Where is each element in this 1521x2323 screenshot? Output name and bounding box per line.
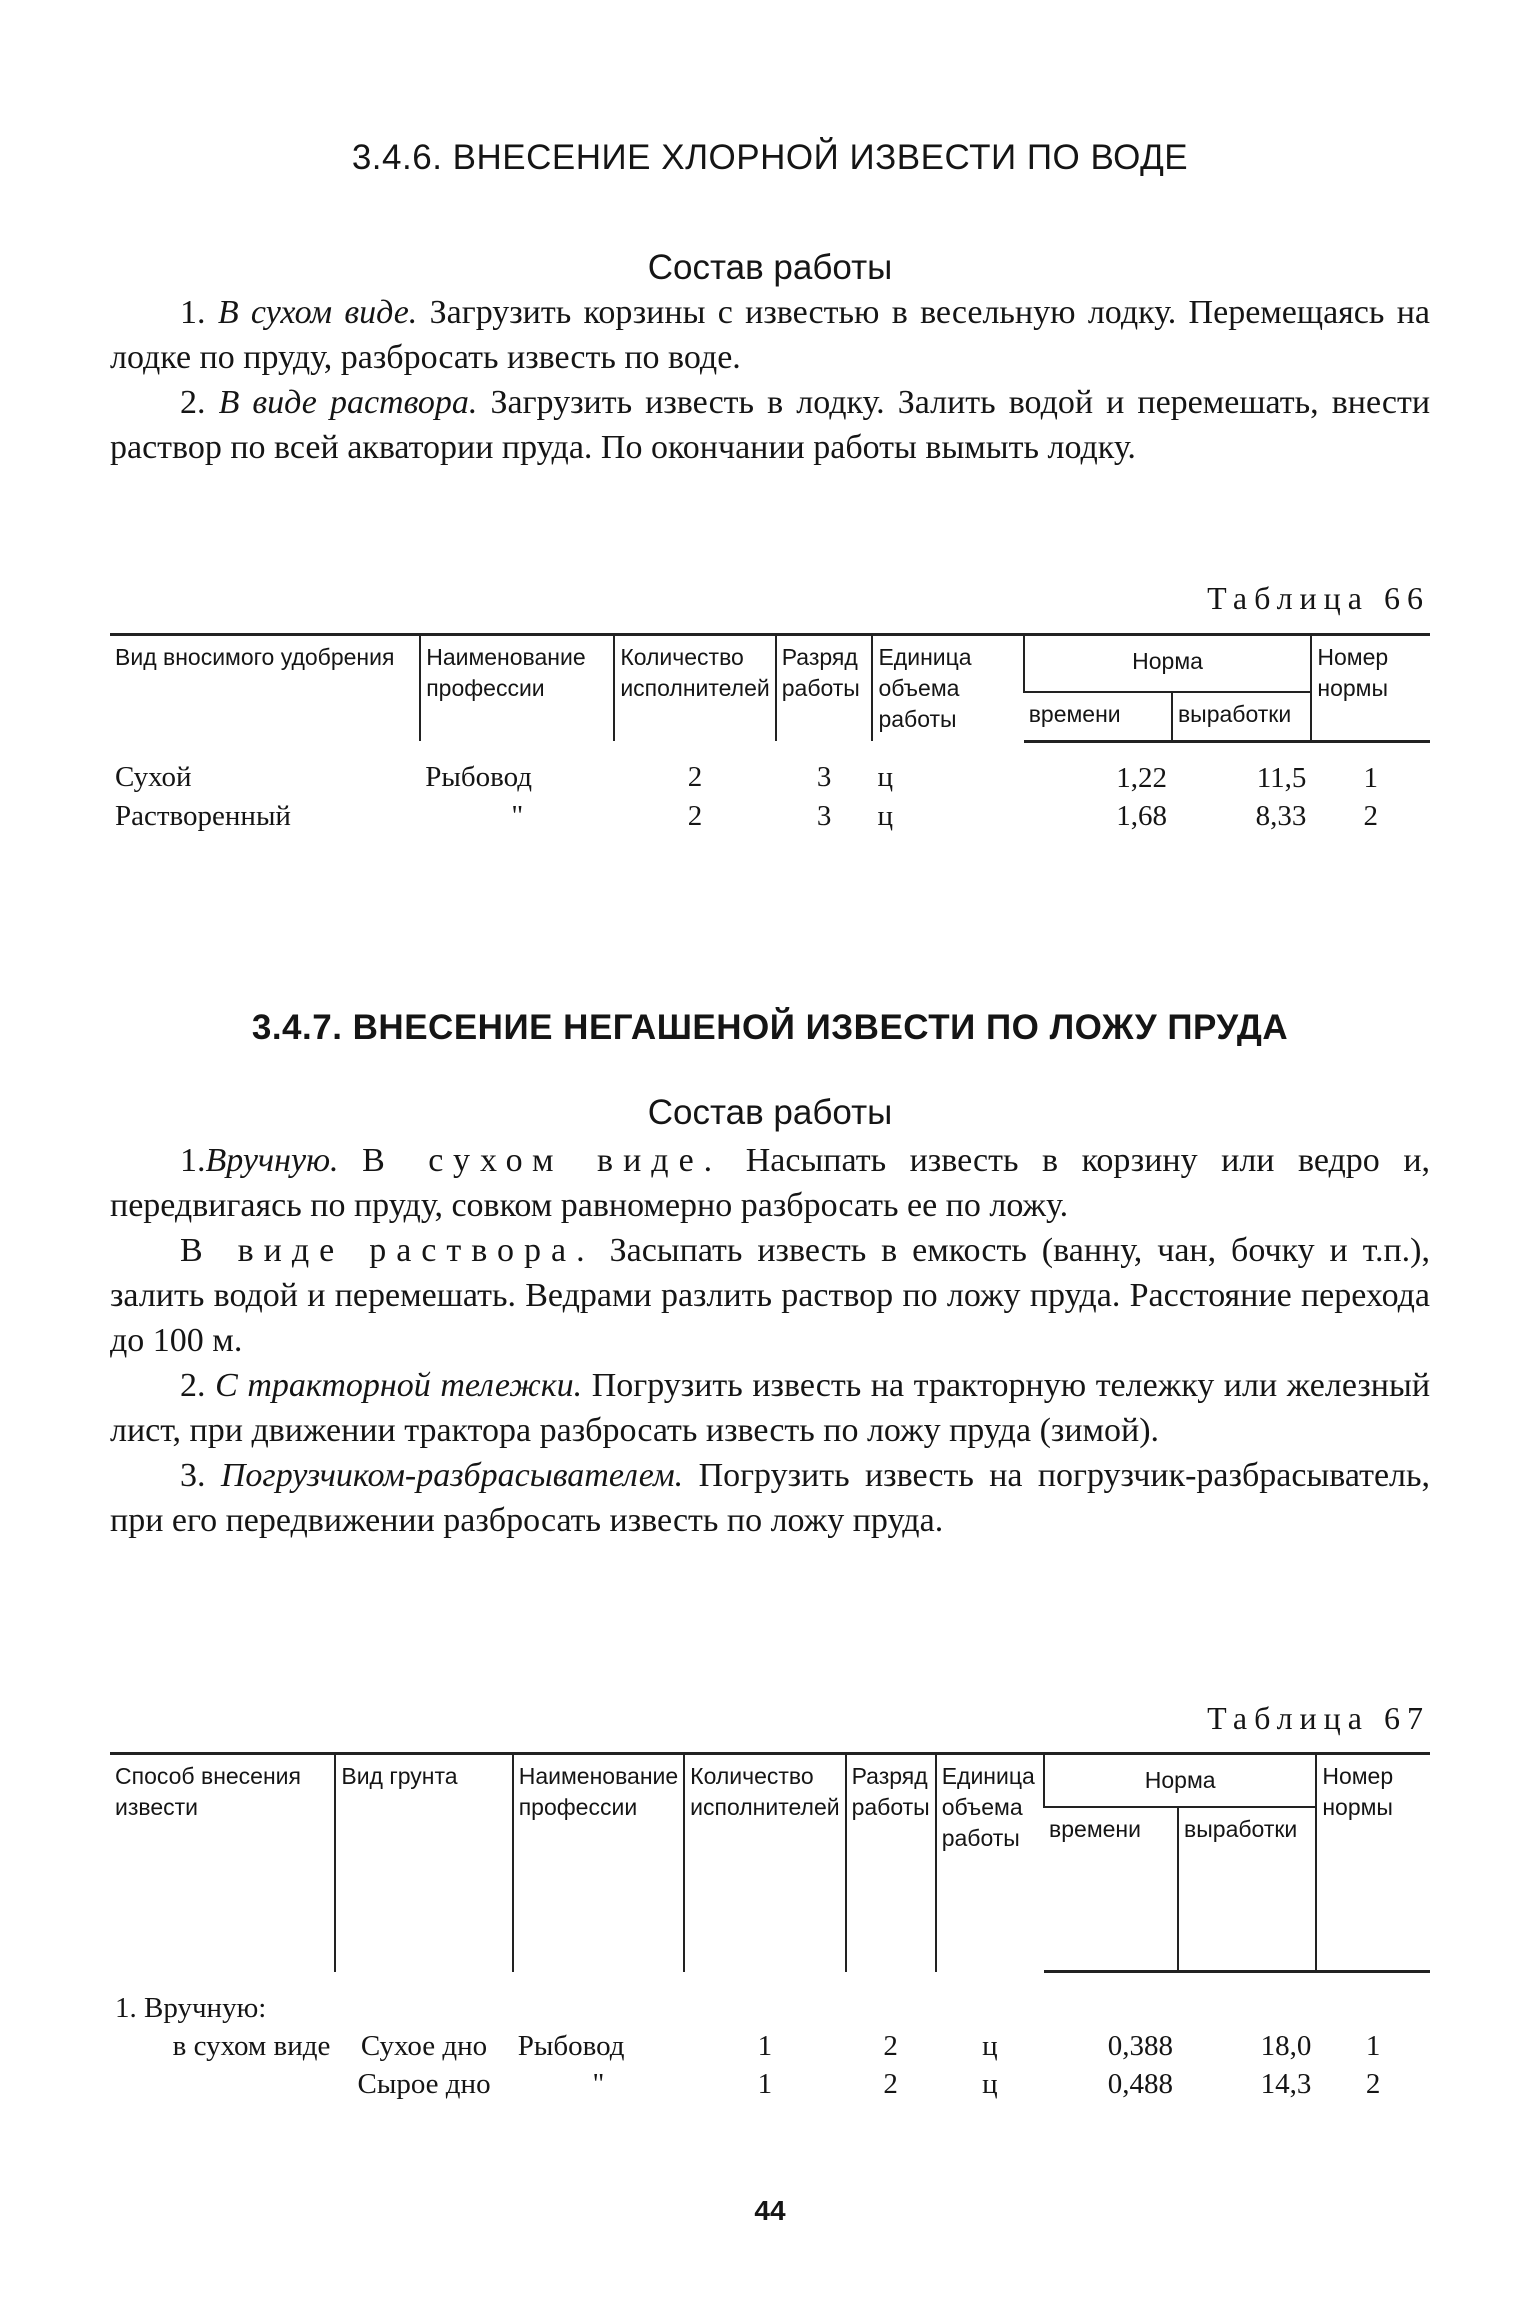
table-67-header-norm: Норма <box>1044 1754 1316 1808</box>
table-row <box>110 2027 1430 2065</box>
table-group-row <box>110 1972 1430 2028</box>
table-66-header-time: времени <box>1024 692 1172 741</box>
table-66-header-number: Номер нормы <box>1311 635 1430 742</box>
table-67-header-count: Количество исполнителей <box>684 1754 845 1972</box>
cell-method <box>110 2065 335 2103</box>
cell-output: 8,33 <box>1255 799 1307 832</box>
cell-number: 1 <box>1363 761 1378 794</box>
cell-type: Растворенный <box>115 799 291 832</box>
table-67-header-output: выработки <box>1178 1807 1316 1972</box>
table-66-header-profession: Наименование профессии <box>420 635 614 742</box>
cell-profession: Рыбовод <box>425 760 532 793</box>
table-66 <box>110 633 1430 835</box>
table-66-header-output: выработки <box>1172 692 1311 741</box>
cell-soil: Сырое дно <box>357 2068 491 2100</box>
table-66-header-norm: Норма <box>1024 635 1312 693</box>
cell-count: 1 <box>757 2030 773 2062</box>
group-label: 1. Вручную: <box>115 1992 267 2024</box>
cell-output: 18,0 <box>1260 2030 1312 2062</box>
cell-output: 14,3 <box>1260 2068 1312 2100</box>
cell-grade: 2 <box>883 2030 898 2062</box>
table-67-header-number: Номер нормы <box>1316 1754 1430 1972</box>
table-row <box>110 797 1430 835</box>
table-66-header-unit: Единица объема работы <box>872 635 1023 742</box>
section-3-4-7-work-title: Состав работы <box>647 1093 893 1132</box>
table-66-header-count: Количество исполнителей <box>614 635 775 742</box>
section-3-4-6-text <box>110 290 1430 470</box>
cell-number: 2 <box>1365 2068 1381 2100</box>
cell-unit: ц <box>982 2068 998 2100</box>
paragraph-item-2: 2. В виде раствора. Загрузить известь в лодку. Залить водой и перемешать, внести раствор по всей акватории пруда. По окончании работы вымыть лодку. <box>110 384 1431 466</box>
cell-profession: " <box>511 799 524 832</box>
paragraph-tractor: 2. С тракторной тележки. Погрузить известь на тракторную тележку или железный лист, при движении трактора разбросать известь по ложу пруда (зимой). <box>110 1367 1431 1449</box>
cell-grade: 2 <box>883 2068 898 2100</box>
paragraph-manual: 1.Вручную. В сухом виде. Насыпать известь в корзину или ведро и, передвигаясь по пруду, совком равномерно разбросать ее по ложу. <box>110 1142 1431 1224</box>
cell-unit: ц <box>877 760 893 793</box>
cell-method: в сухом виде <box>172 2030 331 2062</box>
cell-soil: Сухое дно <box>360 2030 488 2062</box>
table-67-header-grade: Разряд работы <box>846 1754 936 1972</box>
table-66-header-grade: Разряд работы <box>776 635 873 742</box>
paragraph-loader: 3. Погрузчиком-разбрасывателем. Погрузить известь на погрузчик-разбрасыватель, при его передвижении разбросать известь по ложу пруда. <box>110 1457 1431 1539</box>
table-67-caption: Таблица 67 <box>1207 1700 1430 1736</box>
cell-count: 2 <box>687 799 703 832</box>
cell-count: 2 <box>687 760 703 793</box>
cell-grade: 3 <box>816 799 832 832</box>
cell-type: Сухой <box>115 760 192 793</box>
section-3-4-6-title: 3.4.6. ВНЕСЕНИЕ ХЛОРНОЙ ИЗВЕСТИ ПО ВОДЕ <box>351 138 1189 177</box>
cell-time: 0,388 <box>1107 2030 1174 2062</box>
section-3-4-7-title: 3.4.7. ВНЕСЕНИЕ НЕГАШЕНОЙ ИЗВЕСТИ ПО ЛОЖУ ПРУДА <box>251 1008 1289 1047</box>
cell-profession: " <box>592 2068 605 2100</box>
table-66-caption: Таблица 66 <box>1207 580 1430 616</box>
cell-number: 2 <box>1363 799 1378 832</box>
table-67 <box>110 1752 1430 2103</box>
paragraph-item-1: 1. В сухом виде. Загрузить корзины с известью в весельную лодку. Перемещаясь на лодке по пруду, разбросать известь по воде. <box>110 294 1430 376</box>
section-3-4-7-text <box>110 1138 1430 1543</box>
table-67-header-time: времени <box>1044 1807 1178 1972</box>
table-67-header-method: Способ внесения извести <box>110 1754 335 1972</box>
section-3-4-6-work-title: Состав работы <box>647 248 893 287</box>
cell-output: 11,5 <box>1256 761 1307 794</box>
cell-number: 1 <box>1365 2030 1381 2062</box>
table-67-header-soil: Вид грунта <box>335 1754 512 1972</box>
paragraph-solution: В виде раствора. Засыпать известь в емкость (ванну, чан, бочку и т.п.), залить водой и перемешать. Ведрами разлить раствор по ложу пруда. Расстояние перехода до 100 м. <box>110 1232 1431 1359</box>
table-row <box>110 2065 1430 2103</box>
cell-unit: ц <box>877 799 893 832</box>
cell-unit: ц <box>982 2030 998 2062</box>
cell-profession: Рыбовод <box>517 2030 625 2062</box>
cell-time: 0,488 <box>1107 2068 1174 2100</box>
page-number: 44 <box>754 2195 786 2226</box>
cell-count: 1 <box>757 2068 773 2100</box>
cell-grade: 3 <box>816 760 832 793</box>
cell-time: 1,22 <box>1116 761 1167 794</box>
table-67-header-profession: Наименование профессии <box>513 1754 684 1972</box>
cell-time: 1,68 <box>1116 799 1167 832</box>
table-row <box>110 741 1430 797</box>
table-67-header-unit: Единица объема работы <box>936 1754 1044 1972</box>
table-66-header-type: Вид вносимого удобрения <box>110 635 420 742</box>
